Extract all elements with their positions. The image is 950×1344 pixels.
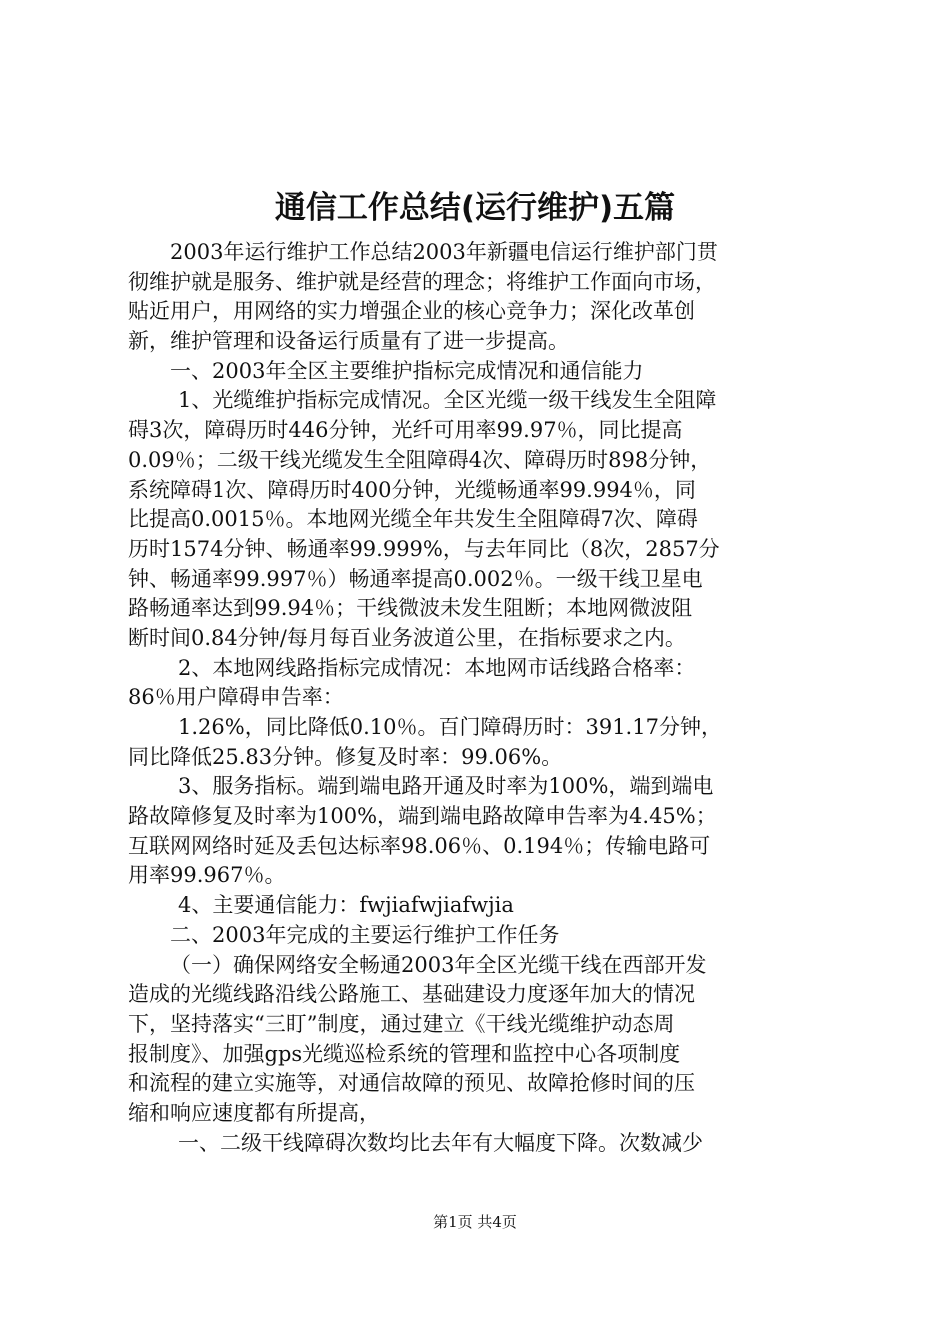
section-heading: 二、2003年完成的主要运行维护工作任务 (170, 922, 560, 947)
body-line: 路畅通率达到99.94％；干线微波未发生阻断；本地网微波阻 (128, 596, 693, 621)
body-line: 贴近用户，用网络的实力增强企业的核心竞争力；深化改革创 (128, 299, 695, 324)
body-line: 1.26%，同比降低0.10％。百门障碍历时：391.17分钟， (178, 715, 722, 739)
body-line: 0.09％；二级干线光缆发生全阻障碍4次、障碍历时898分钟， (128, 447, 712, 472)
body-line: 1、光缆维护指标完成情况。全区光缆一级干线发生全阻障 (178, 388, 717, 413)
body-line: 历时1574分钟、畅通率99.999%，与去年同比（8次，2857分 (128, 536, 720, 561)
page-footer: 第1页 共4页 (433, 1213, 517, 1231)
body-line: 2、本地网线路指标完成情况：本地网市话线路合格率： (178, 655, 696, 680)
body-line: 同比降低25.83分钟。修复及时率：99.06%。 (128, 744, 563, 769)
body-line: 用率99.967％。 (128, 863, 286, 888)
body-line: 钟、畅通率99.997％）畅通率提高0.002％。一级干线卫星电 (128, 566, 703, 591)
body-line: 报制度》、加强gps光缆巡检系统的管理和监控中心各项制度 (128, 1041, 681, 1066)
body-line: 比提高0.0015％。本地网光缆全年共发生全阻障碍7次、障碍 (128, 507, 698, 532)
body-line: 系统障碍1次、障碍历时400分钟，光缆畅通率99.994％，同 (128, 477, 696, 502)
body-line: 2003年运行维护工作总结2003年新疆电信运行维护部门贯 (170, 240, 718, 264)
document-body (128, 238, 832, 1158)
body-line: 造成的光缆线路沿线公路施工、基础建设力度逐年加大的情况 (128, 982, 695, 1007)
section-heading: 一、2003年全区主要维护指标完成情况和通信能力 (170, 358, 644, 383)
body-line: 缩和响应速度都有所提高， (128, 1100, 380, 1125)
body-line: 和流程的建立实施等，对通信故障的预见、故障抢修时间的压 (128, 1071, 695, 1096)
body-line: 路故障修复及时率为100%，端到端电路故障申告率为4.45%； (128, 804, 717, 829)
body-line: 断时间0.84分钟/每月每百业务波道公里，在指标要求之内。 (128, 625, 686, 650)
body-line: 碍3次，障碍历时446分钟，光纤可用率99.97％，同比提高 (128, 418, 683, 443)
body-line: 互联网网络时延及丢包达标率98.06％、0.194％；传输电路可 (128, 833, 711, 858)
body-line: （一）确保网络安全畅通2003年全区光缆干线在西部开发 (170, 952, 707, 977)
body-line: 一、二级干线障碍次数均比去年有大幅度下降。次数减少 (178, 1130, 703, 1155)
body-line: 下，坚持落实“三盯”制度，通过建立《干线光缆维护动态周 (128, 1011, 675, 1036)
document-title: 通信工作总结(运行维护)五篇 (274, 190, 676, 226)
body-line: 4、主要通信能力：fwjiafwjiafwjia (178, 893, 514, 918)
body-line: 新，维护管理和设备运行质量有了进一步提高。 (128, 329, 569, 354)
body-line: 彻维护就是服务、维护就是经营的理念；将维护工作面向市场， (128, 269, 716, 294)
body-line: 3、服务指标。端到端电路开通及时率为100%，端到端电 (178, 774, 714, 799)
body-line: 86％用户障碍申告率： (128, 685, 344, 710)
